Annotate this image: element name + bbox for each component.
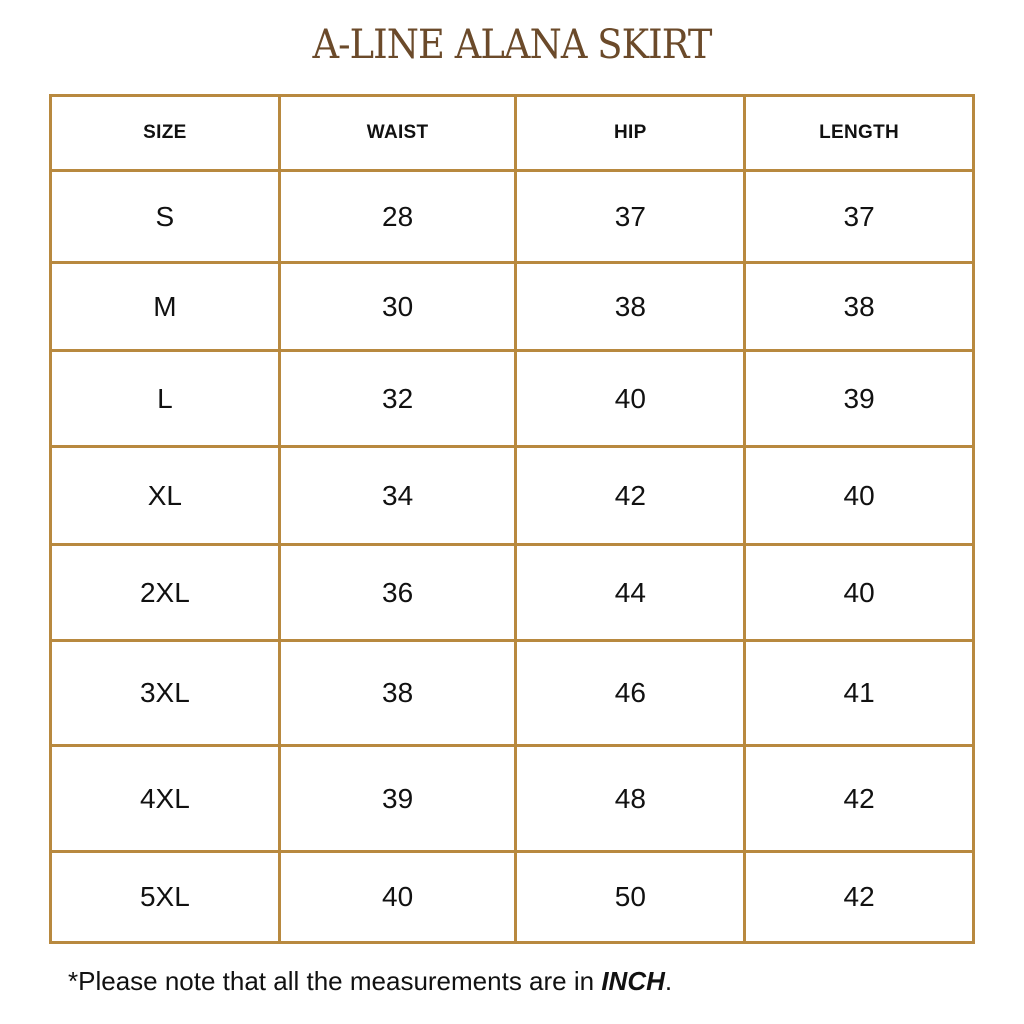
length-cell: 40 (745, 545, 974, 641)
length-cell: 42 (745, 746, 974, 852)
size-chart-table (49, 94, 975, 944)
waist-cell: 38 (279, 641, 516, 746)
table-row (51, 263, 974, 351)
hip-cell: 37 (516, 171, 745, 263)
table-row (51, 746, 974, 852)
table-row (51, 447, 974, 545)
length-cell: 40 (745, 447, 974, 545)
length-cell: 39 (745, 351, 974, 447)
header-length: LENGTH (745, 96, 974, 171)
note-text: *Please note that all the measurements are in (68, 966, 602, 996)
size-cell: M (51, 263, 280, 351)
length-cell: 37 (745, 171, 974, 263)
header-size: SIZE (51, 96, 280, 171)
length-cell: 38 (745, 263, 974, 351)
waist-cell: 40 (279, 852, 516, 943)
table-header-row (51, 96, 974, 171)
size-cell: 3XL (51, 641, 280, 746)
hip-cell: 46 (516, 641, 745, 746)
header-hip: HIP (516, 96, 745, 171)
hip-cell: 38 (516, 263, 745, 351)
size-cell: 4XL (51, 746, 280, 852)
size-cell: 2XL (51, 545, 280, 641)
size-cell: XL (51, 447, 280, 545)
hip-cell: 40 (516, 351, 745, 447)
hip-cell: 42 (516, 447, 745, 545)
waist-cell: 34 (279, 447, 516, 545)
size-cell: S (51, 171, 280, 263)
table-row (51, 171, 974, 263)
note-unit: INCH (601, 966, 665, 996)
table-row (51, 852, 974, 943)
waist-cell: 30 (279, 263, 516, 351)
length-cell: 42 (745, 852, 974, 943)
waist-cell: 28 (279, 171, 516, 263)
size-cell: L (51, 351, 280, 447)
length-cell: 41 (745, 641, 974, 746)
hip-cell: 50 (516, 852, 745, 943)
header-waist: WAIST (279, 96, 516, 171)
measurement-note (68, 966, 672, 997)
table-row (51, 545, 974, 641)
hip-cell: 48 (516, 746, 745, 852)
waist-cell: 36 (279, 545, 516, 641)
size-cell: 5XL (51, 852, 280, 943)
waist-cell: 32 (279, 351, 516, 447)
note-suffix: . (664, 966, 673, 996)
hip-cell: 44 (516, 545, 745, 641)
table-row (51, 641, 974, 746)
waist-cell: 39 (279, 746, 516, 852)
page-title: A-LINE ALANA SKIRT (312, 22, 712, 68)
table-row (51, 351, 974, 447)
